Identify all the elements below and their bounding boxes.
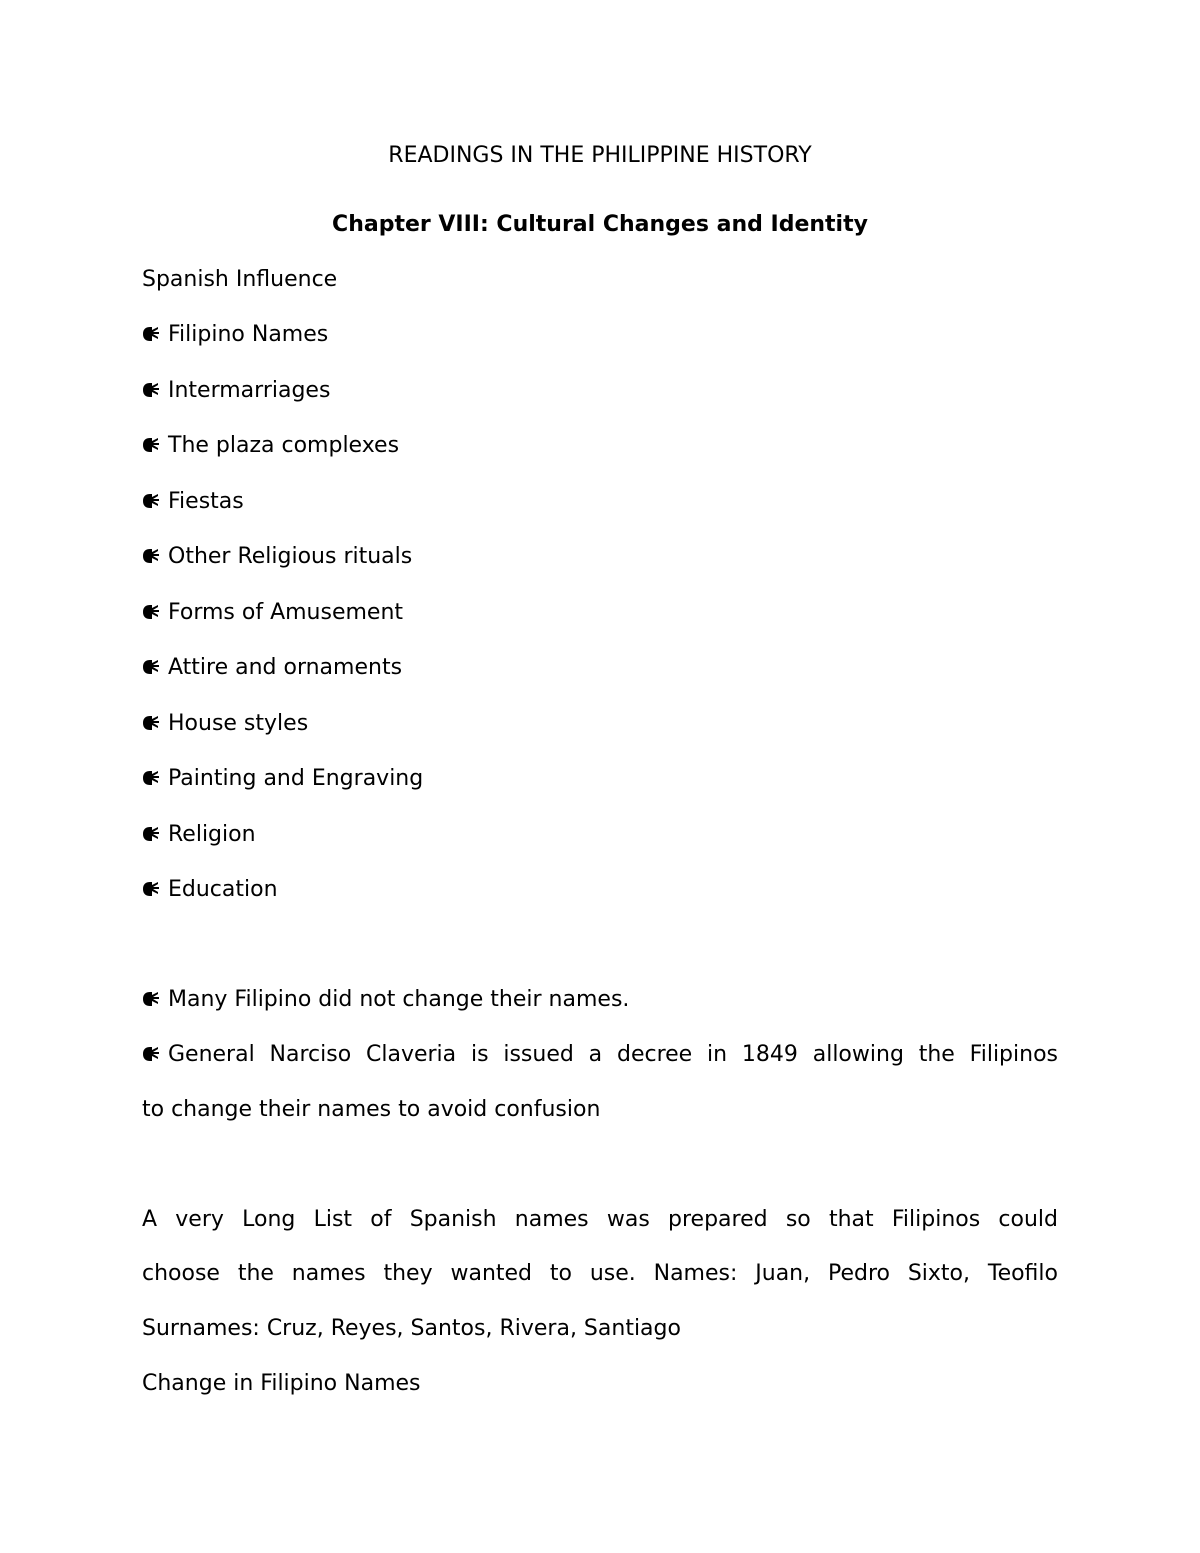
list-item: [142, 376, 330, 406]
hand-pointer-icon: [142, 493, 160, 509]
list-item-label: Attire and ornaments: [168, 655, 403, 680]
list-item: [142, 764, 423, 794]
paragraph-line: A very Long List of Spanish names was prepared so that Filipinos could: [142, 1207, 1058, 1232]
list-item-label: Religion: [168, 822, 256, 847]
note-text: General Narciso Claveria is issued a decree in 1849 allowing the Filipinos: [168, 1042, 1058, 1067]
list-item-label: Intermarriages: [168, 378, 331, 403]
note-item: [142, 1040, 1058, 1070]
note-text-continued: to change their names to avoid confusion: [142, 1097, 601, 1122]
hand-pointer-icon: [142, 1046, 160, 1062]
chapter-title: Chapter VIII: Cultural Changes and Identity: [332, 212, 868, 237]
hand-pointer-icon: [142, 770, 160, 786]
hand-pointer-icon: [142, 991, 160, 1007]
list-item-label: Painting and Engraving: [168, 766, 424, 791]
list-item: [142, 487, 244, 517]
note-item: [142, 985, 629, 1015]
list-item-label: Filipino Names: [168, 322, 329, 347]
list-item-label: Forms of Amusement: [168, 600, 404, 625]
list-item-label: Fiestas: [168, 489, 244, 514]
list-item: [142, 542, 412, 572]
note-text: Many Filipino did not change their names.: [168, 987, 630, 1012]
list-item-label: House styles: [168, 711, 309, 736]
list-item: [142, 320, 328, 350]
hand-pointer-icon: [142, 881, 160, 897]
subheading: Change in Filipino Names: [142, 1371, 421, 1396]
section-title: Spanish Influence: [142, 267, 338, 292]
list-item: [142, 875, 278, 905]
hand-pointer-icon: [142, 326, 160, 342]
list-item: [142, 709, 308, 739]
hand-pointer-icon: [142, 826, 160, 842]
hand-pointer-icon: [142, 659, 160, 675]
course-title: READINGS IN THE PHILIPPINE HISTORY: [388, 143, 812, 168]
hand-pointer-icon: [142, 437, 160, 453]
list-item: [142, 431, 399, 461]
hand-pointer-icon: [142, 382, 160, 398]
paragraph-line: Surnames: Cruz, Reyes, Santos, Rivera, Santiago: [142, 1316, 681, 1341]
list-item: [142, 820, 256, 850]
list-item: [142, 598, 403, 628]
hand-pointer-icon: [142, 604, 160, 620]
hand-pointer-icon: [142, 548, 160, 564]
list-item-label: Education: [168, 877, 278, 902]
list-item-label: The plaza complexes: [168, 433, 400, 458]
hand-pointer-icon: [142, 715, 160, 731]
list-item: [142, 653, 402, 683]
paragraph-line: choose the names they wanted to use. Names: Juan, Pedro Sixto, Teofilo: [142, 1261, 1058, 1286]
list-item-label: Other Religious rituals: [168, 544, 413, 569]
